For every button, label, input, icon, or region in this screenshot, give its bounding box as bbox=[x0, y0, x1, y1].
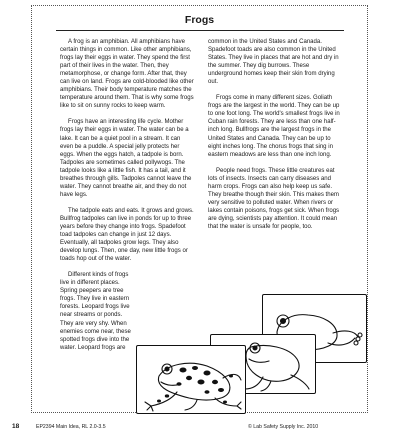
paragraph-habitats: Different kinds of frogs live in different places. Spring peepers are tree frogs. They live in eastern forests. Leopard frogs live near streams or ponds. They are very shy. When enemies come near, these spotted frogs dive into the water. Leopard frogs are bbox=[60, 272, 131, 351]
paragraph-habitats-continued: common in the United States and Canada. Spadefoot toads are also common in the United States. They live in places that are hot and dry in the summer. They dig burrows. These underground homes keep their skin from drying out. bbox=[208, 39, 339, 86]
paragraph-sizes: Frogs come in many different sizes. Goliath frogs are the largest in the world. They can be up to one foot long. The world's smallest frogs live in Cuban rain forests. They are less than one half-inch long. Bullfrogs are the largest frogs in the United States and Canada. They can be up to eight inches long. The chorus frogs that sing in eastern meadows are less than one inch long. bbox=[208, 95, 340, 158]
page-title: Frogs bbox=[184, 14, 215, 26]
right-column bbox=[208, 38, 343, 239]
left-column bbox=[60, 38, 195, 360]
paragraph-life-cycle: Frogs have an interesting life cycle. Mother frogs lay their eggs in water. The water can be a lake. It can be a quiet pool in a stream. It can even be a puddle. A special jelly protects her eggs. When the eggs hatch, a tadpole is born. Tadpoles are sometimes called pollywogs. The tadpole looks like a little fish. It has a tail, and it breathes through gills. Tadpoles cannot leave the water. They cannot breathe air, and they do not have legs. bbox=[60, 119, 192, 198]
copyright-notice: © Lab Safety Supply Inc. 2010 bbox=[248, 424, 319, 430]
title-underline bbox=[56, 30, 344, 31]
page-footer bbox=[0, 423, 400, 435]
paragraph-tadpoles: The tadpole eats and eats. It grows and grows. Bullfrog tadpoles can live in ponds for up to three years before they change into frogs. Spadefoot toad tadpoles can change in just 12 days. Eventually, all tadpoles grow legs. They also develop lungs. Then, one day, new little frogs or toads hop out of the water. bbox=[60, 207, 194, 263]
page-number: 18 bbox=[12, 423, 20, 430]
leopard-frog-illustration bbox=[136, 345, 246, 414]
paragraph-importance: People need frogs. These little creatures eat lots of insects. Insects can carry diseases and harm crops. Frogs can also help keep us safe. They breathe though their skin. This makes them very sensitive to polluted water. When rivers or lakes contain poisons, frogs get sick. When frogs are dying, scientists pay attention. It could mean that the water is unsafe for people, too. bbox=[208, 167, 340, 230]
leopard-frog-icon bbox=[137, 346, 245, 413]
paragraph-intro: A frog is an amphibian. All amphibians have certain things in common. Like other amphibians, frogs lay their eggs in water. They spend the first part of their lives in the water. Then, they metamorphose, or change form. After that, they can live on land. Frogs are cold-blooded like other amphibians. Their body temperature matches the temperature around them. That is why some frogs like to sit on sunny rocks to keep warm. bbox=[60, 39, 194, 110]
product-code: EP2394 Main Idea, RL 2.0-3.5 bbox=[36, 424, 106, 430]
